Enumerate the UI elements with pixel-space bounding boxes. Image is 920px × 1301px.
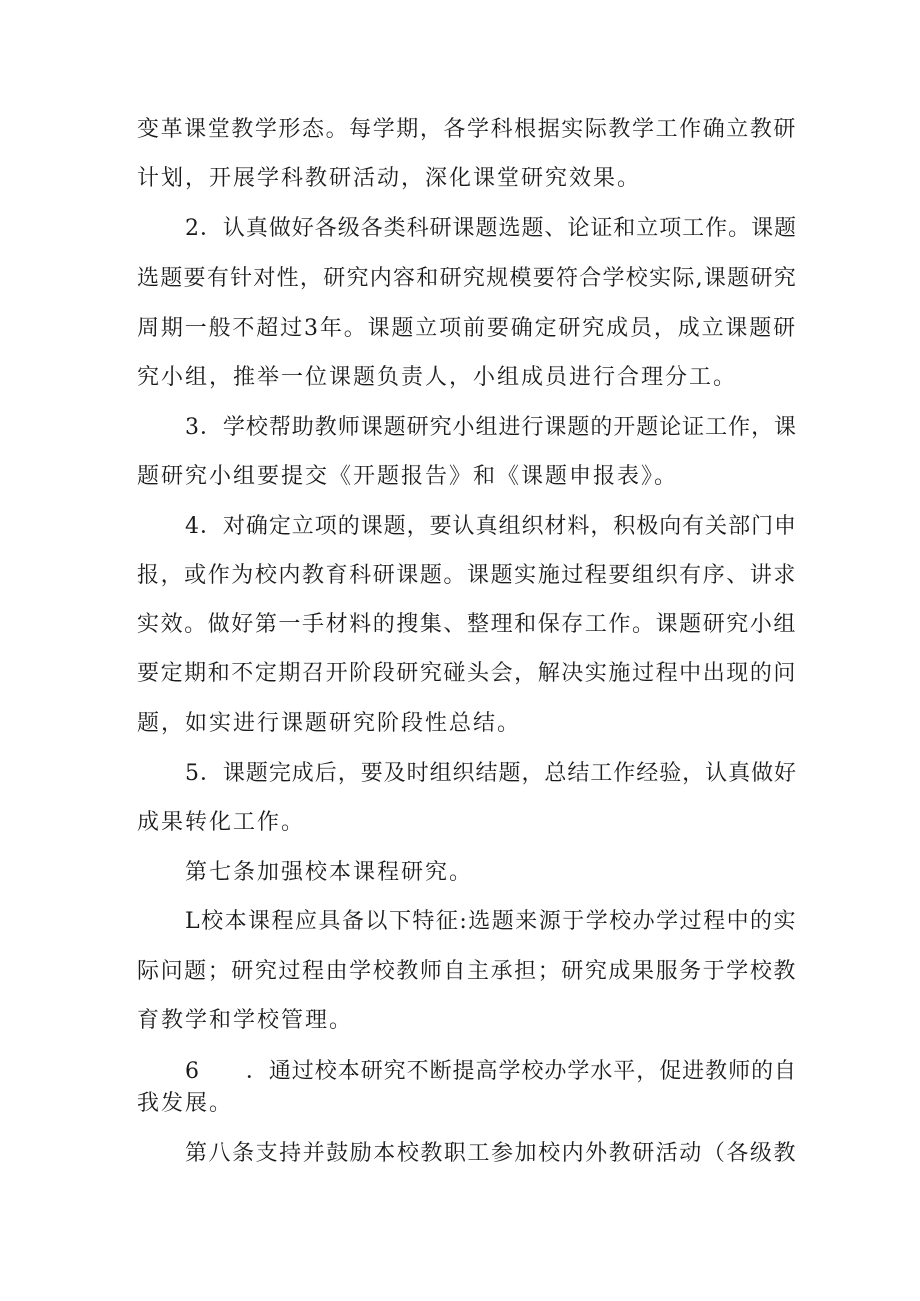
text-line: L校本课程应具备以下特征:选题来源于学校办学过程中的实 [185,909,798,934]
text-line: 际问题；研究过程由学校教师自主承担；研究成果服务于学校教 [137,959,798,984]
text-line: 要定期和不定期召开阶段研究碰头会，解决实施过程中出现的问 [137,661,798,686]
text-line: 4．对确定立项的课题，要认真组织材料，积极向有关部门申 [185,514,797,539]
text-line: 题研究小组要提交《开题报告》和《课题申报表》。 [137,464,679,489]
text-line: 究小组，推举一位课题负责人，小组成员进行合理分工。 [137,365,738,390]
text-line: 实效。做好第一手材料的搜集、整理和保存工作。课题研究小组 [137,612,798,637]
text-line: 选题要有针对性，研究内容和研究规模要符合学校实际,课题研究 [137,266,797,291]
text-line: 成果转化工作。 [137,810,306,835]
text-line: 第七条加强校本课程研究。 [185,860,474,885]
text-line: 第八条支持并鼓励本校教职工参加校内外教研活动（各级教 [185,1141,798,1166]
text-line: 育教学和学校管理。 [137,1008,354,1033]
text-line: 我发展。 [137,1091,234,1116]
text-line: 计划，开展学科教研活动，深化课堂研究效果。 [137,166,642,191]
text-line: 周期一般不超过3年。课题立项前要确定研究成员，成立课题研 [137,316,797,341]
text-line: 变革课堂教学形态。每学期，各学科根据实际教学工作确立教研 [137,117,798,142]
text-line: 3．学校帮助教师课题研究小组进行课题的开题论证工作，课 [185,415,797,440]
text-line: 5．课题完成后，要及时组织结题，总结工作经验，认真做好 [185,761,797,786]
text-line: 题，如实进行课题研究阶段性总结。 [137,711,522,736]
text-line: 报，或作为校内教育科研课题。课题实施过程要组织有序、讲求 [137,563,798,588]
text-line: 6 ．通过校本研究不断提高学校办学水平，促进教师的自 [185,1059,797,1084]
text-line: 2．认真做好各级各类科研课题选题、论证和立项工作。课题 [185,216,797,241]
